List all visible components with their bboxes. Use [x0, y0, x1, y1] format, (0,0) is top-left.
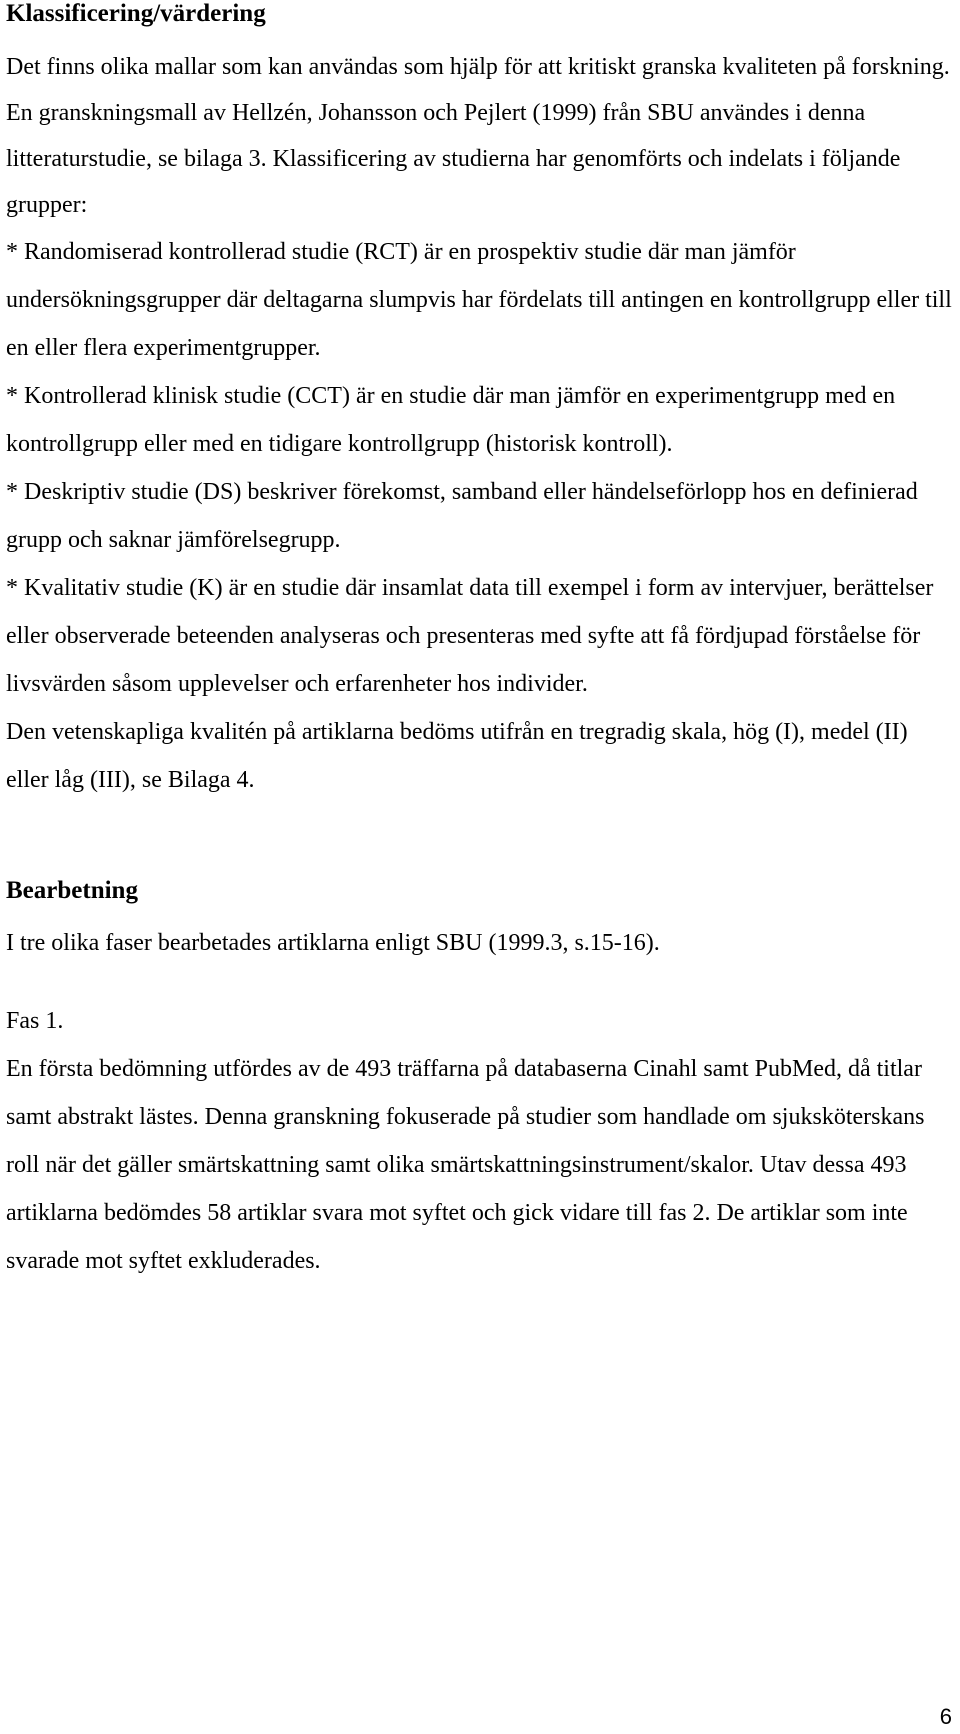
paragraph-ds: * Deskriptiv studie (DS) beskriver förekomst, samband eller händelseförlopp hos en definierad grupp och saknar jämförelsegrupp. [6, 479, 918, 553]
section-heading-bearbetning: Bearbetning [6, 877, 138, 904]
paragraph-bearbetning-intro: I tre olika faser bearbetades artiklarna enligt SBU (1999.3, s.15-16). [6, 930, 660, 956]
paragraph-phase-1: En första bedömning utfördes av de 493 träffarna på databaserna Cinahl samt PubMed, då titlar samt abstrakt lästes. Denna granskning fokuserade på studier som handlade om sjuksköterskans roll när det gäller smärtskattning samt olika smärtskattningsinstrument/skalor. Utav dessa 493 artiklarna bedömdes 58 artiklar svara mot syftet och gick vidare till fas 2. De artiklar som inte svarade mot syftet exkluderades. [6, 1056, 925, 1274]
phase-label: Fas 1. [6, 1008, 64, 1034]
paragraph-intro: Det finns olika mallar som kan användas som hjälp för att kritiskt granska kvaliteten på forskning. En granskningsmall av Hellzén, Johansson och Pejlert (1999) från SBU användes i denna litteraturstudie, se bilaga 3. Klassificering av studierna har genomförts och indelats i följande grupper: [6, 54, 950, 218]
page-number: 6 [939, 1704, 952, 1729]
paragraph-rct: * Randomiserad kontrollerad studie (RCT) är en prospektiv studie där man jämför undersökningsgrupper där deltagarna slumpvis har fördelats till antingen en kontrollgrupp eller till en eller flera experimentgrupper. [6, 239, 952, 361]
paragraph-cct: * Kontrollerad klinisk studie (CCT) är en studie där man jämför en experimentgrupp med en kontrollgrupp eller med en tidigare kontrollgrupp (historisk kontroll). [6, 383, 896, 457]
paragraph-quality-scale: Den vetenskapliga kvalitén på artiklarna bedöms utifrån en tregradig skala, hög (I), medel (II) eller låg (III), se Bilaga 4. [6, 719, 908, 793]
paragraph-k: * Kvalitativ studie (K) är en studie där insamlat data till exempel i form av intervjuer, berättelser eller observerade beteenden analyseras och presenteras med syfte att få fördjupad förståelse för livsvärden såsom upplevelser och erfarenheter hos individer. [6, 575, 934, 697]
section-heading-klassificering: Klassificering/värdering [6, 0, 266, 27]
document-content [6, 0, 954, 1285]
